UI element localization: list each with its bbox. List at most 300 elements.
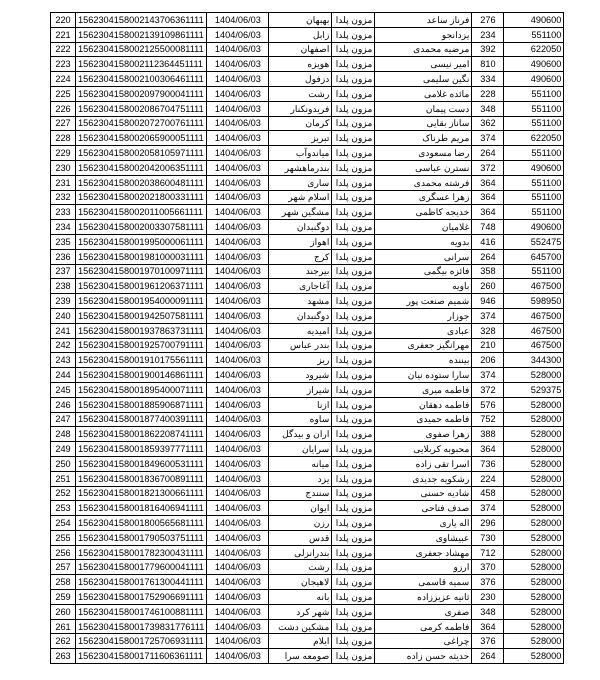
amount-cell: 467500 xyxy=(504,279,564,294)
city-cell: سرایان xyxy=(269,442,332,457)
code-cell: 374 xyxy=(472,368,504,383)
sender-cell: مزون پلدا xyxy=(332,160,375,175)
code-cell: 296 xyxy=(472,516,504,531)
amount-cell: 551100 xyxy=(504,116,564,131)
city-cell: دوگنبدان xyxy=(269,308,332,323)
row-number-cell: 243 xyxy=(51,353,76,368)
date-cell: 1404/06/03 xyxy=(207,427,269,442)
row-number-cell: 234 xyxy=(51,220,76,235)
sender-cell: مزون پلدا xyxy=(332,516,375,531)
amount-cell: 551100 xyxy=(504,205,564,220)
recipient-name-cell: رشکویه جدیدی xyxy=(375,471,472,486)
table-row xyxy=(51,249,564,264)
sender-cell: مزون پلدا xyxy=(332,249,375,264)
tracking-code-cell: 1562304158002143706361111 xyxy=(76,13,207,28)
row-number-cell: 242 xyxy=(51,338,76,353)
code-cell: 458 xyxy=(472,486,504,501)
table-row xyxy=(51,427,564,442)
table-row xyxy=(51,190,564,205)
code-cell: 206 xyxy=(472,353,504,368)
sender-cell: مزون پلدا xyxy=(332,13,375,28)
tracking-code-cell: 1562304158001849600531111 xyxy=(76,456,207,471)
city-cell: فریدونکنار xyxy=(269,101,332,116)
date-cell: 1404/06/03 xyxy=(207,57,269,72)
sender-cell: مزون پلدا xyxy=(332,382,375,397)
table-row xyxy=(51,42,564,57)
code-cell: 364 xyxy=(472,190,504,205)
table-row xyxy=(51,264,564,279)
amount-cell: 528000 xyxy=(504,427,564,442)
tracking-code-cell: 1562304158001752906691111 xyxy=(76,590,207,605)
tracking-code-cell: 1562304158002100306461111 xyxy=(76,72,207,87)
row-number-cell: 231 xyxy=(51,175,76,190)
table-row xyxy=(51,649,564,664)
city-cell: بندرماهشهر xyxy=(269,160,332,175)
sender-cell: مزون پلدا xyxy=(332,101,375,116)
date-cell: 1404/06/03 xyxy=(207,619,269,634)
tracking-code-cell: 1562304158001711606361111 xyxy=(76,649,207,664)
row-number-cell: 233 xyxy=(51,205,76,220)
table-row xyxy=(51,634,564,649)
city-cell: کرج xyxy=(269,249,332,264)
table-row xyxy=(51,131,564,146)
date-cell: 1404/06/03 xyxy=(207,338,269,353)
table-row xyxy=(51,27,564,42)
table-row xyxy=(51,604,564,619)
sender-cell: مزون پلدا xyxy=(332,234,375,249)
city-cell: اهواز xyxy=(269,234,332,249)
row-number-cell: 255 xyxy=(51,530,76,545)
row-number-cell: 244 xyxy=(51,368,76,383)
tracking-code-cell: 1562304158001746100881111 xyxy=(76,604,207,619)
row-number-cell: 240 xyxy=(51,308,76,323)
amount-cell: 528000 xyxy=(504,619,564,634)
code-cell: 374 xyxy=(472,131,504,146)
city-cell: میاندوآب xyxy=(269,146,332,161)
row-number-cell: 245 xyxy=(51,382,76,397)
row-number-cell: 230 xyxy=(51,160,76,175)
amount-cell: 529375 xyxy=(504,382,564,397)
recipient-name-cell: مهشاد جعفری xyxy=(375,545,472,560)
city-cell: رشت xyxy=(269,560,332,575)
date-cell: 1404/06/03 xyxy=(207,190,269,205)
row-number-cell: 224 xyxy=(51,72,76,87)
code-cell: 264 xyxy=(472,649,504,664)
table-row xyxy=(51,368,564,383)
table-row xyxy=(51,575,564,590)
amount-cell: 551100 xyxy=(504,86,564,101)
date-cell: 1404/06/03 xyxy=(207,456,269,471)
recipient-name-cell: فاطمه میری xyxy=(375,382,472,397)
amount-cell: 551100 xyxy=(504,146,564,161)
recipient-name-cell: فاطمه دهقان xyxy=(375,397,472,412)
tracking-code-cell: 1562304158001937863731111 xyxy=(76,323,207,338)
recipient-name-cell: محبوبه کربلایی xyxy=(375,442,472,457)
tracking-code-cell: 1562304158002086704751111 xyxy=(76,101,207,116)
row-number-cell: 241 xyxy=(51,323,76,338)
row-number-cell: 228 xyxy=(51,131,76,146)
city-cell: قدس xyxy=(269,530,332,545)
tracking-code-cell: 1562304158001725706931111 xyxy=(76,634,207,649)
amount-cell: 598950 xyxy=(504,294,564,309)
sender-cell: مزون پلدا xyxy=(332,649,375,664)
recipient-name-cell: غلامیان xyxy=(375,220,472,235)
date-cell: 1404/06/03 xyxy=(207,501,269,516)
code-cell: 276 xyxy=(472,13,504,28)
tracking-code-cell: 1562304158002097900041111 xyxy=(76,86,207,101)
amount-cell: 467500 xyxy=(504,338,564,353)
tracking-code-cell: 1562304158001910175561111 xyxy=(76,353,207,368)
date-cell: 1404/06/03 xyxy=(207,72,269,87)
row-number-cell: 252 xyxy=(51,486,76,501)
recipient-name-cell: بدویه xyxy=(375,234,472,249)
amount-cell: 490600 xyxy=(504,13,564,28)
row-number-cell: 220 xyxy=(51,13,76,28)
table-row xyxy=(51,279,564,294)
sender-cell: مزون پلدا xyxy=(332,308,375,323)
sender-cell: مزون پلدا xyxy=(332,590,375,605)
sender-cell: مزون پلدا xyxy=(332,338,375,353)
city-cell: اران و بیدگل xyxy=(269,427,332,442)
sender-cell: مزون پلدا xyxy=(332,545,375,560)
sender-cell: مزون پلدا xyxy=(332,456,375,471)
amount-cell: 551100 xyxy=(504,190,564,205)
date-cell: 1404/06/03 xyxy=(207,590,269,605)
date-cell: 1404/06/03 xyxy=(207,264,269,279)
code-cell: 348 xyxy=(472,101,504,116)
code-cell: 576 xyxy=(472,397,504,412)
recipient-name-cell: رضا مسعودی xyxy=(375,146,472,161)
code-cell: 260 xyxy=(472,279,504,294)
tracking-code-cell: 1562304158001895400071111 xyxy=(76,382,207,397)
table-row xyxy=(51,323,564,338)
sender-cell: مزون پلدا xyxy=(332,634,375,649)
recipient-name-cell: حدیثه حسن زاده xyxy=(375,649,472,664)
amount-cell: 490600 xyxy=(504,72,564,87)
code-cell: 334 xyxy=(472,72,504,87)
row-number-cell: 247 xyxy=(51,412,76,427)
amount-cell: 528000 xyxy=(504,560,564,575)
city-cell: مشگین شهر xyxy=(269,205,332,220)
date-cell: 1404/06/03 xyxy=(207,412,269,427)
tracking-code-cell: 1562304158001981000031111 xyxy=(76,249,207,264)
city-cell: بانه xyxy=(269,590,332,605)
city-cell: سنندج xyxy=(269,486,332,501)
code-cell: 224 xyxy=(472,471,504,486)
date-cell: 1404/06/03 xyxy=(207,368,269,383)
tracking-code-cell: 1562304158001954000091111 xyxy=(76,294,207,309)
city-cell: ساوه xyxy=(269,412,332,427)
code-cell: 376 xyxy=(472,634,504,649)
amount-cell: 528000 xyxy=(504,649,564,664)
row-number-cell: 232 xyxy=(51,190,76,205)
recipient-name-cell: صفری xyxy=(375,604,472,619)
date-cell: 1404/06/03 xyxy=(207,249,269,264)
table-row xyxy=(51,234,564,249)
tracking-code-cell: 1562304158001942507581111 xyxy=(76,308,207,323)
amount-cell: 551100 xyxy=(504,175,564,190)
tracking-code-cell: 1562304158002042006351111 xyxy=(76,160,207,175)
date-cell: 1404/06/03 xyxy=(207,353,269,368)
row-number-cell: 262 xyxy=(51,634,76,649)
recipient-name-cell: باویه xyxy=(375,279,472,294)
shipment-table-body xyxy=(51,13,564,664)
row-number-cell: 260 xyxy=(51,604,76,619)
recipient-name-cell: ثانیه عزیززاده xyxy=(375,590,472,605)
sender-cell: مزون پلدا xyxy=(332,471,375,486)
amount-cell: 528000 xyxy=(504,590,564,605)
city-cell: رزن xyxy=(269,516,332,531)
city-cell: ایوان xyxy=(269,501,332,516)
code-cell: 392 xyxy=(472,42,504,57)
row-number-cell: 237 xyxy=(51,264,76,279)
tracking-code-cell: 1562304158002038600481111 xyxy=(76,175,207,190)
sender-cell: مزون پلدا xyxy=(332,190,375,205)
sender-cell: مزون پلدا xyxy=(332,72,375,87)
recipient-name-cell: فائزه بیگمی xyxy=(375,264,472,279)
row-number-cell: 263 xyxy=(51,649,76,664)
table-row xyxy=(51,175,564,190)
row-number-cell: 253 xyxy=(51,501,76,516)
recipient-name-cell: چراغی xyxy=(375,634,472,649)
tracking-code-cell: 1562304158001961206371111 xyxy=(76,279,207,294)
recipient-name-cell: زهرا صفوی xyxy=(375,427,472,442)
tracking-code-cell: 1562304158001790503751111 xyxy=(76,530,207,545)
recipient-name-cell: صدف فتاحی xyxy=(375,501,472,516)
tracking-code-cell: 1562304158001816406941111 xyxy=(76,501,207,516)
recipient-name-cell: مریم طرناک xyxy=(375,131,472,146)
sender-cell: مزون پلدا xyxy=(332,116,375,131)
amount-cell: 528000 xyxy=(504,530,564,545)
code-cell: 358 xyxy=(472,264,504,279)
tracking-code-cell: 1562304158001779600041111 xyxy=(76,560,207,575)
code-cell: 810 xyxy=(472,57,504,72)
amount-cell: 551100 xyxy=(504,101,564,116)
code-cell: 234 xyxy=(472,27,504,42)
row-number-cell: 261 xyxy=(51,619,76,634)
city-cell: بهبهان xyxy=(269,13,332,28)
recipient-name-cell: امیر نیسی xyxy=(375,57,472,72)
date-cell: 1404/06/03 xyxy=(207,634,269,649)
tracking-code-cell: 1562304158001995000061111 xyxy=(76,234,207,249)
city-cell: ریز xyxy=(269,353,332,368)
recipient-name-cell: یزدانجو xyxy=(375,27,472,42)
table-row xyxy=(51,471,564,486)
date-cell: 1404/06/03 xyxy=(207,175,269,190)
city-cell: ساری xyxy=(269,175,332,190)
recipient-name-cell: مهرانگیز جعفری xyxy=(375,338,472,353)
code-cell: 210 xyxy=(472,338,504,353)
date-cell: 1404/06/03 xyxy=(207,13,269,28)
city-cell: رشت xyxy=(269,86,332,101)
row-number-cell: 251 xyxy=(51,471,76,486)
table-row xyxy=(51,382,564,397)
table-row xyxy=(51,57,564,72)
sender-cell: مزون پلدا xyxy=(332,501,375,516)
recipient-name-cell: سارا ستوده نیان xyxy=(375,368,472,383)
city-cell: ایلام xyxy=(269,634,332,649)
city-cell: شیراز xyxy=(269,382,332,397)
code-cell: 348 xyxy=(472,604,504,619)
sender-cell: مزون پلدا xyxy=(332,42,375,57)
sender-cell: مزون پلدا xyxy=(332,604,375,619)
recipient-name-cell: نسترن عباسی xyxy=(375,160,472,175)
date-cell: 1404/06/03 xyxy=(207,382,269,397)
table-row xyxy=(51,412,564,427)
amount-cell: 528000 xyxy=(504,604,564,619)
sender-cell: مزون پلدا xyxy=(332,175,375,190)
amount-cell: 490600 xyxy=(504,220,564,235)
table-row xyxy=(51,501,564,516)
table-row xyxy=(51,456,564,471)
code-cell: 748 xyxy=(472,220,504,235)
city-cell: شیرود xyxy=(269,368,332,383)
row-number-cell: 235 xyxy=(51,234,76,249)
city-cell: دوگنبدان xyxy=(269,220,332,235)
date-cell: 1404/06/03 xyxy=(207,220,269,235)
city-cell: زابل xyxy=(269,27,332,42)
code-cell: 364 xyxy=(472,205,504,220)
sender-cell: مزون پلدا xyxy=(332,131,375,146)
amount-cell: 622050 xyxy=(504,42,564,57)
code-cell: 372 xyxy=(472,160,504,175)
recipient-name-cell: سرانی xyxy=(375,249,472,264)
table-row xyxy=(51,86,564,101)
date-cell: 1404/06/03 xyxy=(207,604,269,619)
table-row xyxy=(51,590,564,605)
amount-cell: 528000 xyxy=(504,412,564,427)
city-cell: لاهیجان xyxy=(269,575,332,590)
row-number-cell: 227 xyxy=(51,116,76,131)
recipient-name-cell: ساناز بقایی xyxy=(375,116,472,131)
sender-cell: مزون پلدا xyxy=(332,294,375,309)
shipment-table-sheet xyxy=(50,12,564,664)
sender-cell: مزون پلدا xyxy=(332,427,375,442)
recipient-name-cell: بیننده xyxy=(375,353,472,368)
table-row xyxy=(51,160,564,175)
table-row xyxy=(51,397,564,412)
row-number-cell: 257 xyxy=(51,560,76,575)
city-cell: میانه xyxy=(269,456,332,471)
code-cell: 712 xyxy=(472,545,504,560)
city-cell: کرمان xyxy=(269,116,332,131)
date-cell: 1404/06/03 xyxy=(207,27,269,42)
row-number-cell: 250 xyxy=(51,456,76,471)
recipient-name-cell: شمیم صنعت پور xyxy=(375,294,472,309)
code-cell: 376 xyxy=(472,575,504,590)
table-row xyxy=(51,486,564,501)
sender-cell: مزون پلدا xyxy=(332,220,375,235)
table-row xyxy=(51,205,564,220)
sender-cell: مزون پلدا xyxy=(332,575,375,590)
date-cell: 1404/06/03 xyxy=(207,101,269,116)
amount-cell: 622050 xyxy=(504,131,564,146)
date-cell: 1404/06/03 xyxy=(207,308,269,323)
sender-cell: مزون پلدا xyxy=(332,530,375,545)
table-row xyxy=(51,220,564,235)
sender-cell: مزون پلدا xyxy=(332,146,375,161)
table-row xyxy=(51,545,564,560)
sender-cell: مزون پلدا xyxy=(332,442,375,457)
code-cell: 374 xyxy=(472,308,504,323)
amount-cell: 645700 xyxy=(504,249,564,264)
sender-cell: مزون پلدا xyxy=(332,560,375,575)
table-row xyxy=(51,308,564,323)
tracking-code-cell: 1562304158001800565681111 xyxy=(76,516,207,531)
tracking-code-cell: 1562304158002011005661111 xyxy=(76,205,207,220)
city-cell: تبریز xyxy=(269,131,332,146)
table-row xyxy=(51,530,564,545)
amount-cell: 528000 xyxy=(504,575,564,590)
sender-cell: مزون پلدا xyxy=(332,368,375,383)
table-row xyxy=(51,146,564,161)
tracking-code-cell: 1562304158001885906871111 xyxy=(76,397,207,412)
tracking-code-cell: 1562304158002003307581111 xyxy=(76,220,207,235)
date-cell: 1404/06/03 xyxy=(207,131,269,146)
recipient-name-cell: زهرا عسگری xyxy=(375,190,472,205)
tracking-code-cell: 1562304158001877400391111 xyxy=(76,412,207,427)
amount-cell: 528000 xyxy=(504,442,564,457)
row-number-cell: 226 xyxy=(51,101,76,116)
amount-cell: 552475 xyxy=(504,234,564,249)
amount-cell: 551100 xyxy=(504,264,564,279)
recipient-name-cell: دست پیمان xyxy=(375,101,472,116)
row-number-cell: 239 xyxy=(51,294,76,309)
sender-cell: مزون پلدا xyxy=(332,264,375,279)
table-row xyxy=(51,72,564,87)
recipient-name-cell: عبیشاوی xyxy=(375,530,472,545)
amount-cell: 528000 xyxy=(504,486,564,501)
amount-cell: 528000 xyxy=(504,471,564,486)
sender-cell: مزون پلدا xyxy=(332,397,375,412)
row-number-cell: 248 xyxy=(51,427,76,442)
row-number-cell: 225 xyxy=(51,86,76,101)
code-cell: 752 xyxy=(472,412,504,427)
row-number-cell: 223 xyxy=(51,57,76,72)
tracking-code-cell: 1562304158002125500081111 xyxy=(76,42,207,57)
shipment-table xyxy=(50,12,564,664)
city-cell: بندر عباس xyxy=(269,338,332,353)
recipient-name-cell: شادیه حسنی xyxy=(375,486,472,501)
table-row xyxy=(51,560,564,575)
row-number-cell: 238 xyxy=(51,279,76,294)
date-cell: 1404/06/03 xyxy=(207,294,269,309)
code-cell: 328 xyxy=(472,323,504,338)
date-cell: 1404/06/03 xyxy=(207,160,269,175)
recipient-name-cell: ارزو xyxy=(375,560,472,575)
date-cell: 1404/06/03 xyxy=(207,442,269,457)
recipient-name-cell: خدیجه کاظمی xyxy=(375,205,472,220)
code-cell: 362 xyxy=(472,116,504,131)
tracking-code-cell: 1562304158001925700791111 xyxy=(76,338,207,353)
code-cell: 364 xyxy=(472,175,504,190)
city-cell: اسلام شهر xyxy=(269,190,332,205)
date-cell: 1404/06/03 xyxy=(207,205,269,220)
code-cell: 374 xyxy=(472,501,504,516)
code-cell: 364 xyxy=(472,442,504,457)
date-cell: 1404/06/03 xyxy=(207,560,269,575)
sender-cell: مزون پلدا xyxy=(332,353,375,368)
city-cell: بیرجند xyxy=(269,264,332,279)
date-cell: 1404/06/03 xyxy=(207,530,269,545)
tracking-code-cell: 1562304158001862208741111 xyxy=(76,427,207,442)
recipient-name-cell: مرضیه محمدی xyxy=(375,42,472,57)
code-cell: 736 xyxy=(472,456,504,471)
code-cell: 388 xyxy=(472,427,504,442)
date-cell: 1404/06/03 xyxy=(207,323,269,338)
code-cell: 264 xyxy=(472,146,504,161)
tracking-code-cell: 1562304158001836700891111 xyxy=(76,471,207,486)
